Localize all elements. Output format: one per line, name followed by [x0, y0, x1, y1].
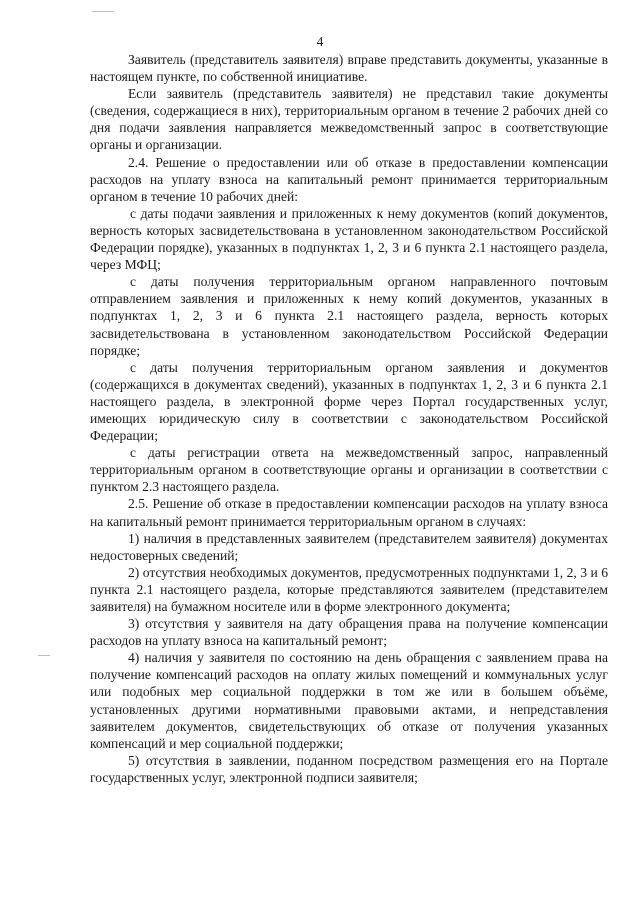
- paragraph: 4) наличия у заявителя по состоянию на день обращения с заявлением права на получение компенсаций расходов на оплату жилых помещений и коммунальных услуг или подобных мер социальной поддержки в том же или в большем объёме, установленных другими нормативными правовыми актами, и непредставления заявителем документов, свидетельствующих об отказе от получения указанных компенсаций и мер социальной поддержки;: [90, 650, 608, 751]
- page-number: 4: [316, 34, 324, 49]
- document-body: [90, 51, 608, 786]
- paragraph: 2.5. Решение об отказе в предоставлении компенсации расходов на уплату взноса на капитальный ремонт принимается территориальным органом в случаях:: [90, 496, 608, 529]
- scan-artifact: [92, 11, 114, 12]
- paragraph: с даты получения территориальным органом направленного почтовым отправлением заявления и приложенных к нему копий документов, указанных в подпунктах 1, 2, 3 и 6 пункта 2.1 настоящего раздела, верность которых засвидетельствована в установленном законодательством Российской Федерации порядке;: [90, 274, 608, 358]
- paragraph: Заявитель (представитель заявителя) вправе представить документы, указанные в настоящем пункте, по собственной инициативе.: [90, 52, 608, 85]
- paragraph: 1) наличия в представленных заявителем (представителем заявителя) документах недостоверных сведений;: [90, 530, 608, 563]
- paragraph: Если заявитель (представитель заявителя) не представил такие документы (сведения, содержащиеся в них), территориальным органом в течение 2 рабочих дней со дня подачи заявления направляется межведомственный запрос в соответствующие органы и организации.: [90, 86, 608, 153]
- paragraph: 3) отсутствия у заявителя на дату обращения права на получение компенсации расходов на уплату взноса на капитальный ремонт;: [90, 616, 608, 649]
- paragraph: с даты получения территориальным органом заявления и документов (содержащихся в документах сведений), указанных в подпунктах 1, 2, 3 и 6 пункта 2.1 настоящего раздела, в электронной форме через Портал государственных услуг, имеющих юридическую силу в соответствии с законодательством Российской Федерации;: [90, 359, 608, 444]
- paragraph: 2) отсутствия необходимых документов, предусмотренных подпунктами 1, 2, 3 и 6 пункта 2.1 настоящего раздела, которые представляются заявителем (представителем заявителя) на бумажном носителе или в форме электронного документа;: [90, 564, 608, 614]
- paragraph: с даты подачи заявления и приложенных к нему документов (копий документов, верность которых засвидетельствована в установленном законодательством Российской Федерации порядке), указанных в подпунктах 1, 2, 3 и 6 пункта 2.1 настоящего раздела, через МФЦ;: [90, 205, 608, 273]
- paragraph: 5) отсутствия в заявлении, поданном посредством размещения его на Портале государственных услуг, электронной подписи заявителя;: [90, 752, 608, 785]
- scan-artifact: [38, 655, 50, 656]
- paragraph: с даты регистрации ответа на межведомственный запрос, направленный территориальным органом в соответствующие органы и организации в соответствии с пунктом 2.3 настоящего раздела.: [90, 445, 608, 495]
- paragraph: 2.4. Решение о предоставлении или об отказе в предоставлении компенсации расходов на уплату взноса на капитальный ремонт принимается территориальным органом в течение 10 рабочих дней:: [90, 154, 608, 204]
